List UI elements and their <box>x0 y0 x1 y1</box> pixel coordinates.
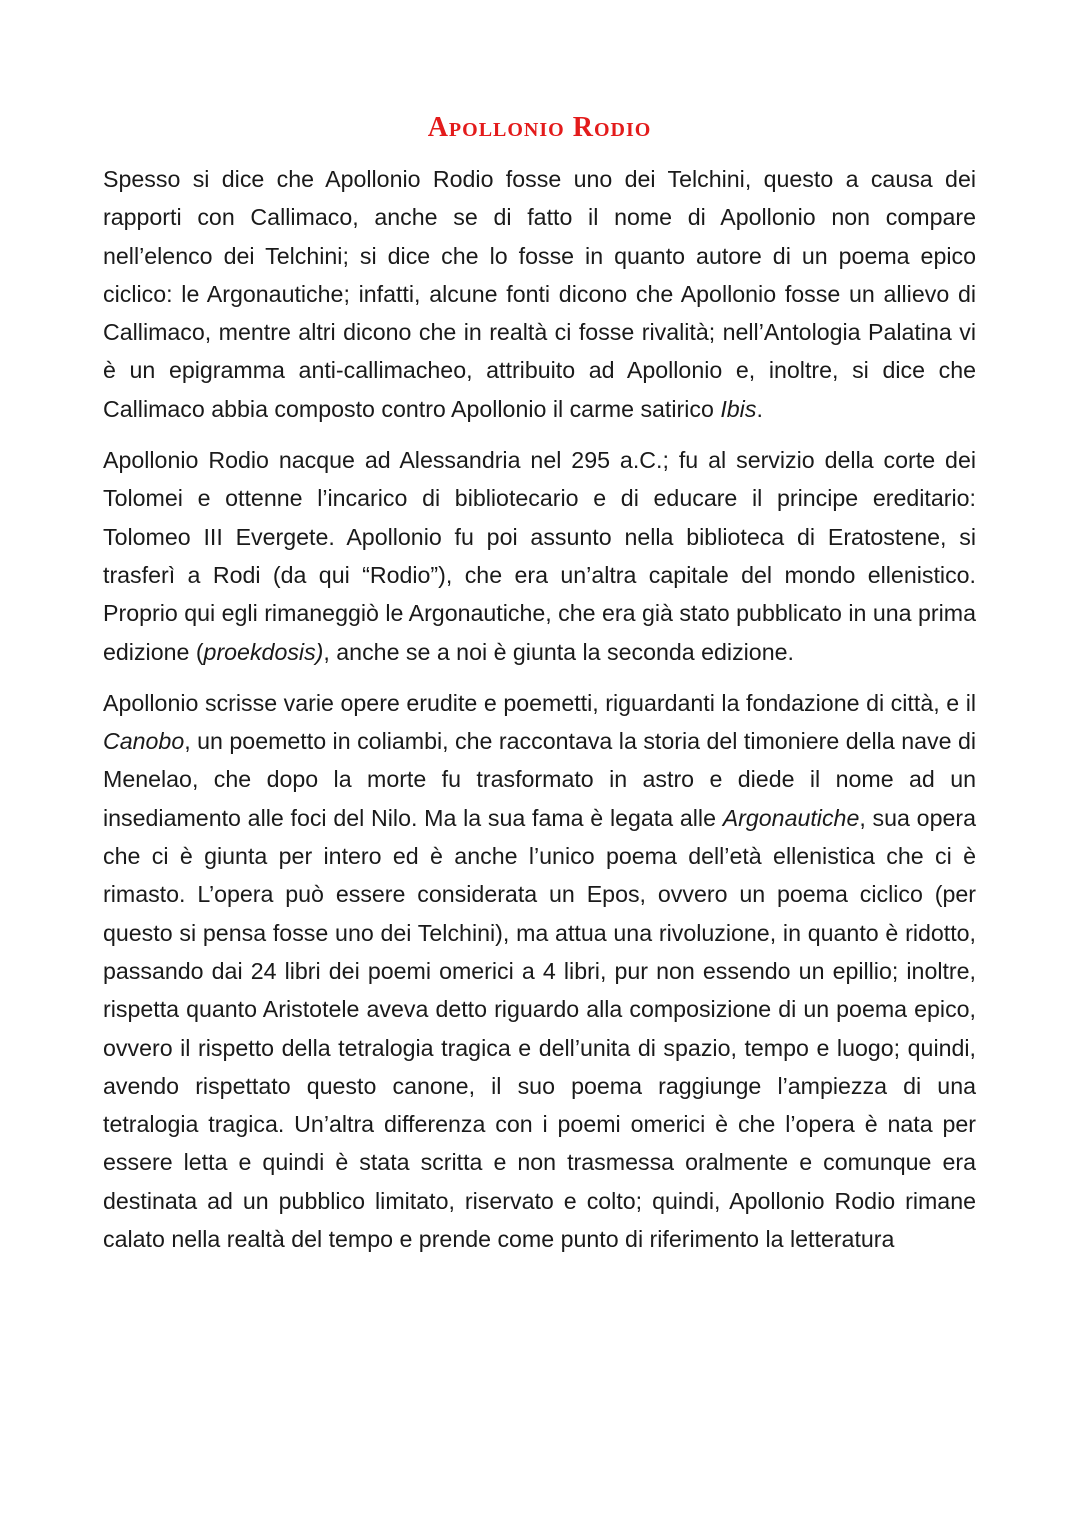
paragraph-text: . <box>756 395 763 422</box>
paragraph-text: , sua opera che ci è giunta per intero ed è anche l’unico poema dell’età ellenistica che ci è rimasto. L’opera può essere considerata un Epos, ovvero un poema ciclico (per questo si pensa fosse uno dei Telchini), ma attua una rivoluzione, in quanto è ridotto, passando dai 24 libri dei poemi omerici a 4 libri, pur non essendo un epillio; inoltre, rispetta quanto Aristotele aveva detto riguardo alla composizione di un poema epico, ovvero il rispetto della tetralogia tragica e dell’unita di spazio, tempo e luogo; quindi, avendo rispettato questo canone, il suo poema raggiunge l’ampiezza di una tetralogia tragica. Un’altra differenza con i poemi omerici è che l’opera è nata per essere letta e quindi è stata scritta e non trasmessa oralmente e comunque era destinata ad un pubblico limitato, riservato e colto; quindi, Apollonio Rodio rimane calato nella realtà del tempo e prende come punto di riferimento la letteratura <box>103 804 976 1253</box>
italic-title-ibis: Ibis <box>720 395 757 422</box>
paragraph-text: , anche se a noi è giunta la seconda edizione. <box>323 638 794 665</box>
paragraph-text: Apollonio scrisse varie opere erudite e poemetti, riguardanti la fondazione di città, e il <box>103 689 976 716</box>
paragraph-text: , un poemetto in coliambi, che raccontava la storia del timoniere della nave di Menelao, che dopo la morte fu trasformato in astro e diede il nome ad un insediamento alle foci del Nilo. Ma la sua fama è legata alle <box>103 728 976 831</box>
paragraph-text: Spesso si dice che Apollonio Rodio fosse uno dei Telchini, questo a causa dei rapporti con Callimaco, anche se di fatto il nome di Apollonio non compare nell’elenco dei Telchini; si dice che lo fosse in quanto autore di un poema epico ciclico: le Argonautiche; infatti, alcune fonti dicono che Apollonio fosse un allievo di Callimaco, mentre altri dicono che in realtà ci fosse rivalità; nell’Antologia Palatina vi è un epigramma anti-callimacheo, attribuito ad Apollonio e, inoltre, si dice che Callimaco abbia composto contro Apollonio il carme satirico <box>103 166 976 422</box>
paragraph-1 <box>103 160 976 428</box>
paragraph-2 <box>103 441 976 671</box>
page-title: Apollonio Rodio <box>427 112 652 143</box>
italic-title-argonautiche: Argonautiche <box>722 804 860 831</box>
paragraph-text: Apollonio Rodio nacque ad Alessandria nel 295 a.C.; fu al servizio della corte dei Tolomei e ottenne l’incarico di bibliotecario e di educare il principe ereditario: Tolomeo III Evergete. Apollonio fu poi assunto nella biblioteca di Eratostene, si trasferì a Rodi (da qui “Rodio”), che era un’altra capitale del mondo ellenistico. Proprio qui egli rimaneggiò le Argonautiche, che era già stato pubblicato in una prima edizione ( <box>103 447 976 665</box>
paragraph-3 <box>103 684 976 1258</box>
italic-title-canobo: Canobo <box>103 728 185 755</box>
italic-term-proekdosis: proekdosis) <box>203 638 324 665</box>
